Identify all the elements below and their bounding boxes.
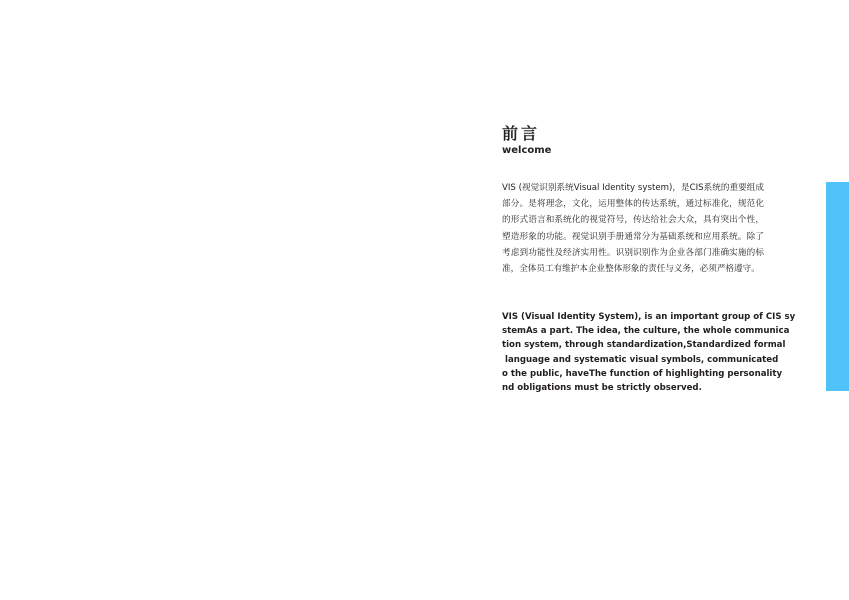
side-accent-tab xyxy=(826,182,849,391)
english-paragraph: VIS (Visual Identity System), is an important group of CIS sy stemAs a part. The idea, the culture, the whole communica tion system, through standardization,Standardized formal language and systematic visual symbols, communicated o the public, haveThe function of highlighting personality nd obligations must be strictly observed. xyxy=(502,312,796,394)
chinese-paragraph: VIS (视觉识别系统Visual Identity system)，是CIS系统的重要组成部分。是将理念，文化，运用整体的传达系统，通过标准化，规范化的形式语言和系统化的视觉符号，传达给社会大众，具有突出个性，塑造形象的功能。视觉识别手册通常分为基础系统和应用系统。除了考虑到功能性及经济实用性。识别识别作为企业各部门准确实施的标准，全体员工有维护本企业整体形象的责任与义务，必须严格遵守。 xyxy=(502,183,764,275)
heading-block xyxy=(502,124,551,158)
page-title: 前言 xyxy=(502,124,541,143)
page-subtitle: welcome xyxy=(502,145,552,156)
